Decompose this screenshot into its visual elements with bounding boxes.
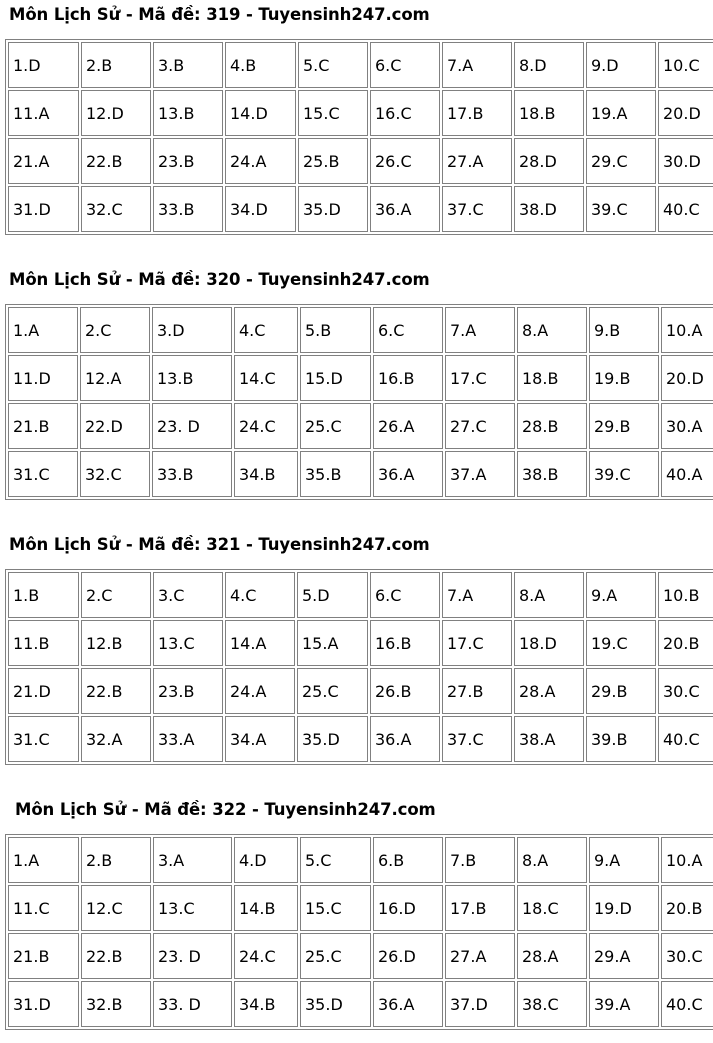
section-title: Môn Lịch Sử - Mã đề: 321 - Tuyensinh247.com [9, 535, 430, 554]
answer-cell: 14.A [225, 620, 295, 666]
answer-table [5, 569, 713, 765]
answer-cell: 30.D [658, 138, 713, 184]
answer-cell: 9.A [586, 572, 656, 618]
answer-cell: 28.A [514, 668, 584, 714]
answer-cell: 13.B [152, 355, 232, 401]
answer-cell: 1.A [8, 837, 79, 883]
answer-cell: 34.D [225, 186, 296, 232]
answer-cell: 6.C [370, 42, 440, 88]
answer-cell: 39.A [589, 981, 659, 1027]
answer-cell: 26.C [370, 138, 440, 184]
answer-cell: 9.A [589, 837, 659, 883]
answer-cell: 25.C [297, 668, 368, 714]
answer-cell: 22.D [80, 403, 150, 449]
table-row [8, 186, 713, 232]
answer-cell: 3.B [153, 42, 223, 88]
answer-cell: 25.C [300, 933, 371, 979]
answer-cell: 18.C [517, 885, 587, 931]
answer-cell: 18.B [517, 355, 587, 401]
answer-cell: 5.B [300, 307, 371, 353]
answer-cell: 30.A [661, 403, 713, 449]
answer-cell: 3.A [153, 837, 232, 883]
answer-cell: 40.C [658, 716, 713, 762]
answer-table [5, 304, 713, 500]
answer-cell: 9.B [589, 307, 659, 353]
answer-cell: 31.C [8, 451, 78, 497]
answer-cell: 21.B [8, 933, 79, 979]
answer-cell: 16.B [370, 620, 440, 666]
answer-cell: 6.B [373, 837, 443, 883]
answer-cell: 35.D [298, 186, 368, 232]
answer-cell: 37.D [445, 981, 515, 1027]
answer-cell: 26.B [370, 668, 440, 714]
answer-cell: 20.B [661, 885, 713, 931]
answer-cell: 31.C [8, 716, 79, 762]
answer-cell: 32.A [81, 716, 151, 762]
table-row [8, 355, 713, 401]
answer-cell: 6.C [373, 307, 443, 353]
answer-cell: 20.B [658, 620, 713, 666]
section-title: Môn Lịch Sử - Mã đề: 320 - Tuyensinh247.com [9, 270, 430, 289]
answer-cell: 38.B [517, 451, 587, 497]
answer-cell: 24.C [234, 403, 298, 449]
answer-cell: 10.B [658, 572, 713, 618]
answer-cell: 37.C [442, 186, 512, 232]
answer-cell: 20.D [658, 90, 713, 136]
answer-cell: 23.B [153, 668, 223, 714]
table-row [8, 42, 713, 88]
table-row [8, 403, 713, 449]
answer-cell: 12.D [81, 90, 151, 136]
table-row [8, 981, 713, 1027]
answer-cell: 7.A [445, 307, 515, 353]
answer-cell: 36.A [373, 451, 443, 497]
answer-cell: 13.C [153, 885, 232, 931]
answer-cell: 38.D [514, 186, 584, 232]
answer-cell: 10.A [661, 307, 713, 353]
answer-table [5, 39, 713, 235]
answer-cell: 3.D [152, 307, 232, 353]
answer-cell: 19.A [586, 90, 656, 136]
table-row [8, 885, 713, 931]
answer-cell: 29.C [586, 138, 656, 184]
table-row [8, 837, 713, 883]
answer-cell: 5.C [298, 42, 368, 88]
answer-cell: 22.B [81, 668, 151, 714]
answer-cell: 5.D [297, 572, 368, 618]
table-row [8, 716, 713, 762]
table-row [8, 668, 713, 714]
answer-cell: 35.D [297, 716, 368, 762]
answer-cell: 35.D [300, 981, 371, 1027]
answer-cell: 28.A [517, 933, 587, 979]
answer-cell: 19.B [589, 355, 659, 401]
answer-cell: 19.D [589, 885, 659, 931]
answer-cell: 17.C [442, 620, 512, 666]
answer-cell: 26.A [373, 403, 443, 449]
answer-cell: 24.A [225, 668, 295, 714]
answer-cell: 22.B [81, 138, 151, 184]
answer-cell: 12.A [80, 355, 150, 401]
answer-cell: 25.C [300, 403, 371, 449]
answer-cell: 14.B [234, 885, 298, 931]
answer-cell: 17.C [445, 355, 515, 401]
answer-cell: 11.C [8, 885, 79, 931]
answer-cell: 13.C [153, 620, 223, 666]
answer-cell: 12.B [81, 620, 151, 666]
answer-cell: 18.B [514, 90, 584, 136]
answer-cell: 2.C [80, 307, 150, 353]
answer-cell: 21.B [8, 403, 78, 449]
answer-cell: 8.D [514, 42, 584, 88]
answer-table [5, 834, 713, 1030]
answer-cell: 14.D [225, 90, 296, 136]
answer-cell: 22.B [81, 933, 151, 979]
answer-cell: 24.C [234, 933, 298, 979]
table-row [8, 138, 713, 184]
answer-cell: 15.C [298, 90, 368, 136]
answer-cell: 29.B [589, 403, 659, 449]
section-title: Môn Lịch Sử - Mã đề: 319 - Tuyensinh247.com [9, 5, 430, 24]
answer-cell: 23. D [152, 403, 232, 449]
answer-cell: 28.D [514, 138, 584, 184]
answer-cell: 31.D [8, 186, 79, 232]
answer-cell: 23. D [153, 933, 232, 979]
answer-cell: 17.B [442, 90, 512, 136]
section-title: Môn Lịch Sử - Mã đề: 322 - Tuyensinh247.com [15, 800, 436, 819]
answer-cell: 40.A [661, 451, 713, 497]
answer-cell: 4.D [234, 837, 298, 883]
answer-cell: 4.B [225, 42, 296, 88]
answer-cell: 10.C [658, 42, 713, 88]
answer-cell: 31.D [8, 981, 79, 1027]
answer-cell: 8.A [514, 572, 584, 618]
answer-cell: 2.B [81, 42, 151, 88]
answer-cell: 30.C [658, 668, 713, 714]
answer-cell: 27.B [442, 668, 512, 714]
answer-cell: 38.A [514, 716, 584, 762]
answer-cell: 34.B [234, 981, 298, 1027]
answer-cell: 27.A [445, 933, 515, 979]
answer-cell: 27.A [442, 138, 512, 184]
answer-cell: 7.B [445, 837, 515, 883]
answer-cell: 8.A [517, 307, 587, 353]
answer-cell: 15.C [300, 885, 371, 931]
answer-cell: 11.D [8, 355, 78, 401]
answer-cell: 21.D [8, 668, 79, 714]
answer-cell: 35.B [300, 451, 371, 497]
answer-cell: 20.D [661, 355, 713, 401]
answer-cell: 14.C [234, 355, 298, 401]
answer-cell: 13.B [153, 90, 223, 136]
answer-cell: 36.A [373, 981, 443, 1027]
answer-cell: 2.C [81, 572, 151, 618]
answer-cell: 7.A [442, 42, 512, 88]
answer-cell: 1.A [8, 307, 78, 353]
answer-cell: 11.B [8, 620, 79, 666]
answer-cell: 33.B [153, 186, 223, 232]
answer-cell: 40.C [661, 981, 713, 1027]
answer-cell: 39.B [586, 716, 656, 762]
answer-cell: 27.C [445, 403, 515, 449]
answer-cell: 25.B [298, 138, 368, 184]
answer-cell: 34.B [234, 451, 298, 497]
answer-cell: 6.C [370, 572, 440, 618]
answer-cell: 29.A [589, 933, 659, 979]
answer-cell: 15.A [297, 620, 368, 666]
answer-cell: 40.C [658, 186, 713, 232]
answer-cell: 32.C [81, 186, 151, 232]
answer-cell: 19.C [586, 620, 656, 666]
answer-cell: 7.A [442, 572, 512, 618]
table-row [8, 90, 713, 136]
table-row [8, 307, 713, 353]
answer-cell: 21.A [8, 138, 79, 184]
table-row [8, 572, 713, 618]
answer-cell: 36.A [370, 716, 440, 762]
answer-cell: 1.B [8, 572, 79, 618]
answer-cell: 28.B [517, 403, 587, 449]
answer-cell: 10.A [661, 837, 713, 883]
answer-cell: 24.A [225, 138, 296, 184]
answer-cell: 1.D [8, 42, 79, 88]
answer-cell: 36.A [370, 186, 440, 232]
answer-cell: 26.D [373, 933, 443, 979]
answer-cell: 11.A [8, 90, 79, 136]
answer-cell: 5.C [300, 837, 371, 883]
answer-cell: 33.A [153, 716, 223, 762]
answer-cell: 34.A [225, 716, 295, 762]
table-row [8, 933, 713, 979]
answer-cell: 37.C [442, 716, 512, 762]
answer-cell: 33. D [153, 981, 232, 1027]
answer-cell: 38.C [517, 981, 587, 1027]
answer-cell: 2.B [81, 837, 151, 883]
answer-cell: 37.A [445, 451, 515, 497]
answer-cell: 4.C [234, 307, 298, 353]
answer-cell: 17.B [445, 885, 515, 931]
answer-cell: 4.C [225, 572, 295, 618]
answer-cell: 18.D [514, 620, 584, 666]
answer-cell: 9.D [586, 42, 656, 88]
answer-cell: 39.C [586, 186, 656, 232]
answer-cell: 16.C [370, 90, 440, 136]
answer-cell: 12.C [81, 885, 151, 931]
answer-cell: 3.C [153, 572, 223, 618]
table-row [8, 451, 713, 497]
answer-cell: 32.B [81, 981, 151, 1027]
answer-cell: 29.B [586, 668, 656, 714]
answer-cell: 30.C [661, 933, 713, 979]
answer-cell: 33.B [152, 451, 232, 497]
answer-cell: 8.A [517, 837, 587, 883]
answer-cell: 16.B [373, 355, 443, 401]
answer-cell: 16.D [373, 885, 443, 931]
answer-cell: 32.C [80, 451, 150, 497]
answer-cell: 15.D [300, 355, 371, 401]
answer-cell: 39.C [589, 451, 659, 497]
table-row [8, 620, 713, 666]
answer-cell: 23.B [153, 138, 223, 184]
